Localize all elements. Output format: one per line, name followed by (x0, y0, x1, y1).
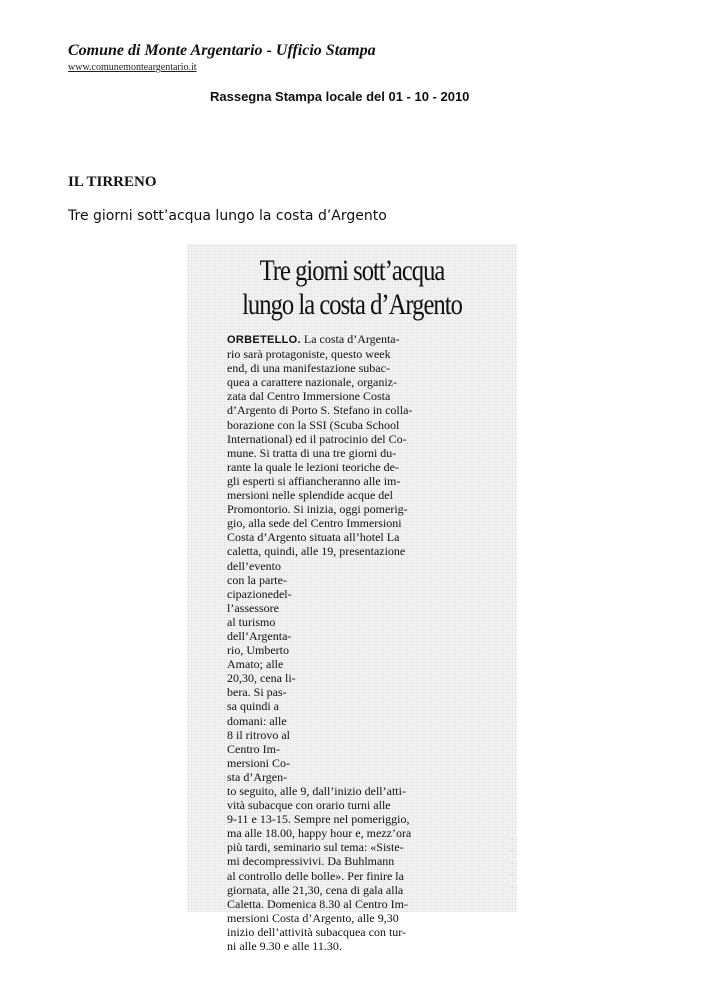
clipping-body-line: al turismo (227, 614, 276, 629)
clipping-body-line: dell’evento (227, 558, 281, 573)
clipping-body-line: mune. Si tratta di una tre giorni du- (227, 445, 397, 460)
clipping-body-line: con la parte- (227, 572, 287, 587)
clipping-body-line: cipazionedel- (227, 586, 292, 601)
office-header-title: Comune di Monte Argentario - Ufficio Stampa (68, 42, 376, 59)
clipping-body (227, 332, 497, 953)
clipping-body-line: mersioni Co- (227, 755, 290, 770)
clipping-body-line: bera. Si pas- (227, 685, 287, 700)
clipping-body-line: inizio dell’attività subacquea con tur- (227, 924, 407, 939)
clipping-body-line: Amato; alle (227, 657, 284, 672)
clipping-body-line: ma alle 18.00, happy hour e, mezz’ora (227, 826, 412, 841)
clipping-kicker: ORBETELLO. (227, 334, 301, 346)
clipping-body-line: 9-11 e 13-15. Sempre nel pomeriggio, (227, 812, 410, 827)
clipping-headline (217, 254, 488, 322)
clipping-headline-line: Tre giorni sott’acqua (259, 254, 445, 287)
clipping-body-line: rio, Umberto (227, 643, 289, 658)
newspaper-source: IL TIRRENO (68, 174, 157, 190)
clipping-body-line: to seguito, alle 9, dall’inizio dell’atti- (227, 784, 406, 798)
office-website-link[interactable]: www.comunemonteargentario.it (68, 62, 197, 73)
clipping-body-line: sta d’Argen- (227, 769, 288, 784)
clipping-body-line: mersioni nelle splendide acque del (227, 488, 393, 503)
clipping-body-line: gio, alla sede del Centro Immersioni (227, 516, 402, 531)
clipping-body-line: d’Argento di Porto S. Stefano in colla- (227, 403, 413, 418)
article-title: Tre giorni sott’acqua lungo la costa d’Argento (68, 208, 387, 224)
clipping-body-line: end, di una manifestazione subac- (227, 361, 390, 376)
clipping-body-line: borazione con la SSI (Scuba School (227, 417, 400, 432)
clipping-body-line: dell’Argenta- (227, 628, 292, 643)
clipping-body-line: al controllo delle bolle». Per finire la (227, 868, 404, 883)
clipping-body-line: gli esperti si affiancheranno alle im- (227, 473, 401, 488)
clipping-body-line: quea a carattere nazionale, organiz- (227, 375, 398, 390)
clipping-body-line: rante la quale le lezioni teoriche de- (227, 459, 399, 474)
clipping-body-line: Centro Im- (227, 741, 280, 756)
clipping-body-line: mersioni Costa d’Argento, alle 9,30 (227, 910, 399, 925)
clipping-body-line: domani: alle (227, 713, 287, 728)
clipping-body-line: ni alle 9.30 e alle 11.30. (227, 939, 342, 954)
clipping-body-line: mi decompressivivi. Da Buhlmann (227, 854, 395, 869)
clipping-body-line: vità subacque con orario turni alle (227, 798, 391, 813)
press-review-date: Rassegna Stampa locale del 01 - 10 - 2010 (210, 89, 470, 104)
clipping-body-line: zata dal Centro Immersione Costa (227, 389, 391, 404)
clipping-body-line (227, 332, 497, 347)
clipping-body-line: International) ed il patrocinio del Co- (227, 431, 407, 446)
clipping-body-line: rio sarà protagoniste, questo week (227, 347, 391, 362)
clipping-body-line: sa quindi a (227, 699, 279, 714)
clipping-body-line: giornata, alle 21,30, cena di gala alla (227, 882, 404, 897)
clipping-body-line: 20,30, cena li- (227, 671, 296, 686)
clipping-body-line: Costa d’Argento situata all’hotel La (227, 530, 400, 545)
scan-specks: · · · · · (511, 836, 513, 891)
clipping-headline-line: lungo la costa d’Argento (242, 288, 462, 321)
clipping-body-text: La costa d’Argenta- (300, 332, 400, 346)
clipping-body-line: Promontorio. Si inizia, oggi pomerig- (227, 502, 408, 517)
clipping-body-line: Caletta. Domenica 8.30 al Centro Im- (227, 896, 408, 911)
newspaper-clipping (187, 244, 517, 954)
clipping-body-line: più tardi, seminario sul tema: «Siste- (227, 840, 404, 855)
clipping-body-line: caletta, quindi, alle 19, presentazione (227, 544, 406, 559)
clipping-body-line: 8 il ritrovo al (227, 727, 290, 742)
clipping-body-line: l’assessore (227, 600, 279, 615)
